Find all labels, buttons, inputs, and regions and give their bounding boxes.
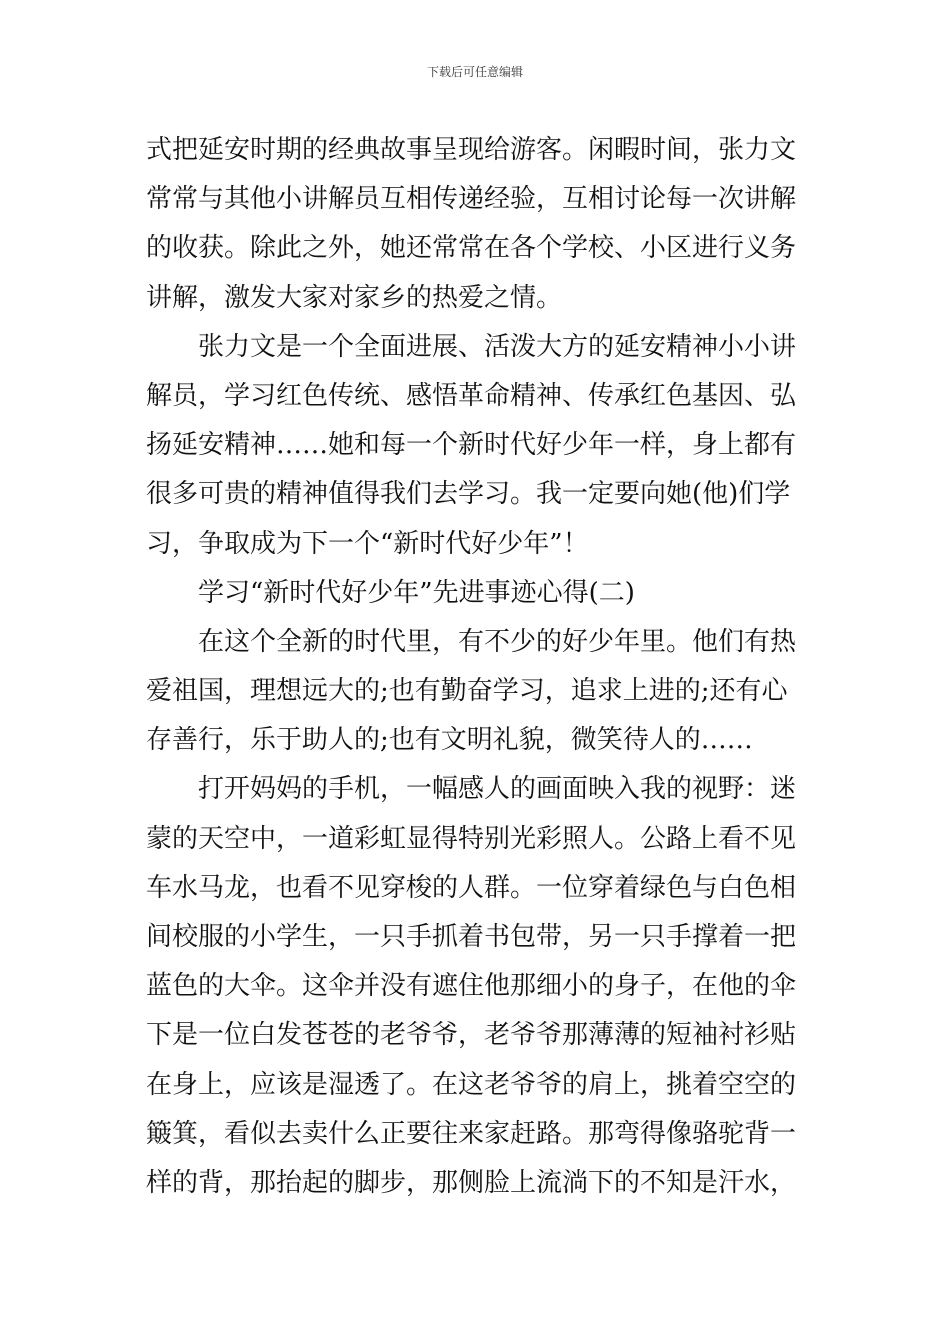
text-line: 张力文是一个全面进展、活泼大方的延安精神小小讲 — [198, 331, 797, 362]
document-body — [146, 126, 806, 1208]
text-line: 讲解，激发大家对家乡的热爱之情。 — [146, 282, 563, 313]
text-line: 很多可贵的精神值得我们去学习。我一定要向她(他)们学 — [146, 479, 791, 510]
text-line: 式把延安时期的经典故事呈现给游客。闲暇时间，张力文 — [146, 135, 797, 165]
text-line: 打开妈妈的手机，一幅感人的画面映入我的视野：迷 — [198, 774, 797, 805]
text-line: 扬延安精神……她和每一个新时代好少年一样，身上都有 — [146, 430, 797, 461]
section-heading: 学习“新时代好少年”先进事迹心得(二) — [198, 577, 635, 608]
text-line: 间校服的小学生，一只手抓着书包带，另一只手撑着一把 — [146, 922, 797, 952]
text-line: 解员，学习红色传统、感悟革命精神、传承红色基因、弘 — [146, 380, 797, 411]
text-line: 蒙的天空中，一道彩虹显得特别光彩照人。公路上看不见 — [146, 823, 797, 854]
text-line: 车水马龙，也看不见穿梭的人群。一位穿着绿色与白色相 — [146, 872, 797, 903]
text-line: 爱祖国，理想远大的;也有勤奋学习，追求上进的;还有心 — [146, 676, 788, 707]
page-header: 下载后可任意编辑 — [426, 65, 523, 79]
text-line: 的收获。除此之外，她还常常在各个学校、小区进行义务 — [146, 233, 797, 264]
text-line: 样的背，那抬起的脚步，那侧脸上流淌下的不知是汗水， — [146, 1167, 797, 1198]
text-line: 习，争取成为下一个“新时代好少年”！ — [146, 528, 589, 559]
text-line: 在身上，应该是湿透了。在这老爷爷的肩上，挑着空空的 — [146, 1069, 797, 1100]
text-line: 存善行，乐于助人的;也有文明礼貌，微笑待人的…… — [146, 725, 753, 756]
text-line: 在这个全新的时代里，有不少的好少年里。他们有热 — [198, 626, 797, 657]
text-line: 蓝色的大伞。这伞并没有遮住他那细小的身子，在他的伞 — [146, 971, 797, 1002]
text-line: 下是一位白发苍苍的老爷爷，老爷爷那薄薄的短袖衬衫贴 — [146, 1020, 797, 1051]
text-line: 常常与其他小讲解员互相传递经验，互相讨论每一次讲解 — [146, 184, 797, 215]
text-line: 簸箕，看似去卖什么正要往来家赶路。那弯得像骆驼背一 — [146, 1118, 797, 1149]
